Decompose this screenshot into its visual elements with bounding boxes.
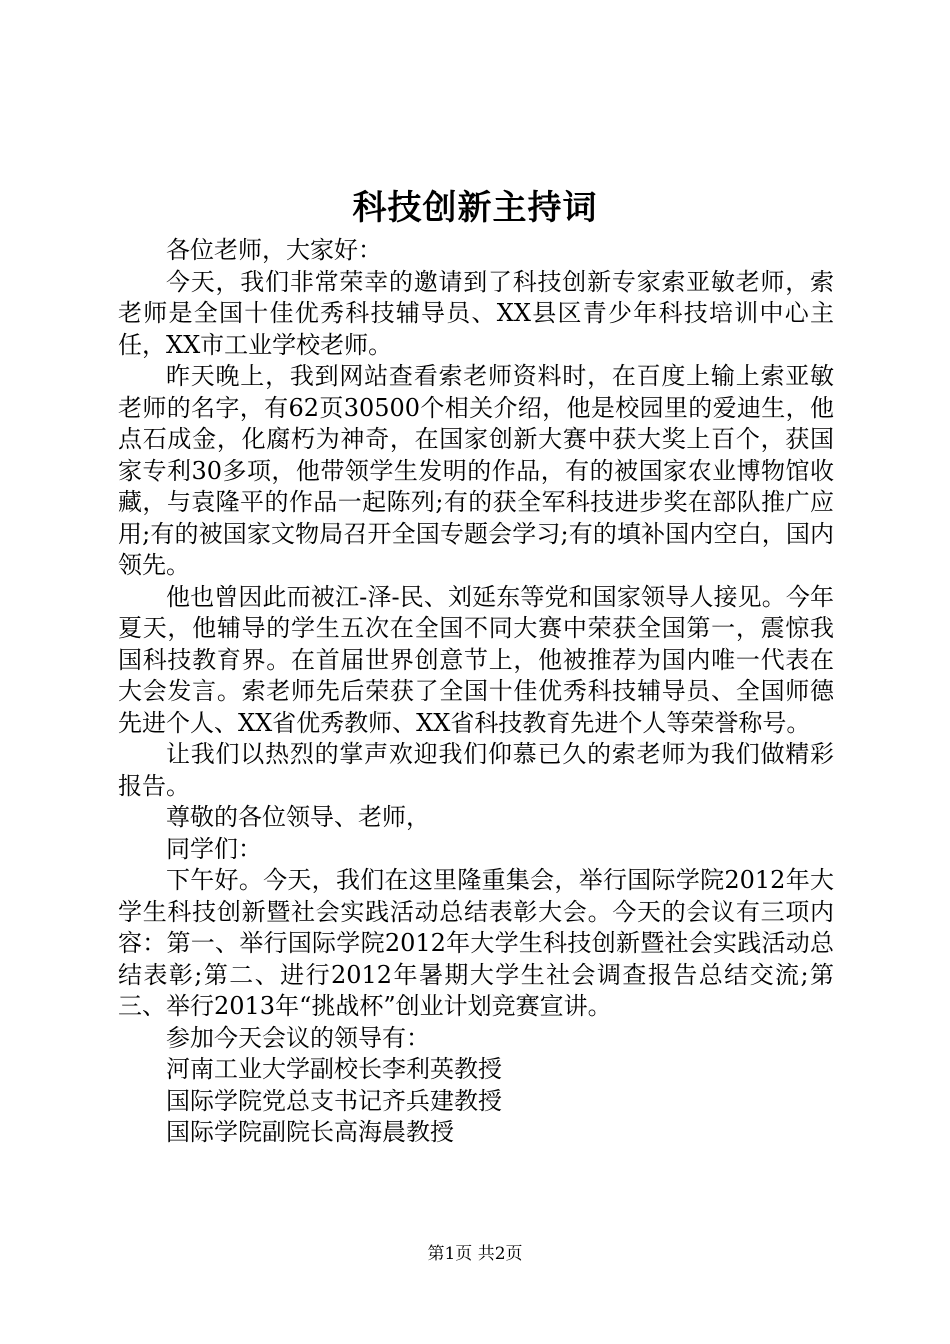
leader-item: 河南工业大学副校长李利英教授 <box>166 1055 502 1083</box>
paragraph-salutation: 尊敬的各位领导、老师， <box>166 803 430 831</box>
document-body <box>118 235 834 1149</box>
paragraph-students: 同学们： <box>166 834 262 863</box>
page-title: 科技创新主持词 <box>352 188 598 228</box>
paragraph-honors: 他也曾因此而被江-泽-民、刘延东等党和国家领导人接见。今年夏天，他辅导的学生五次在全国不同大赛中荣获全国第一，震惊我国科技教育界。在首届世界创意节上，他被推荐为国内唯一代表在大会发言。索老师先后荣获了全国十佳优秀科技辅导员、全国师德先进个人、XX省优秀教师、XX省科技教育先进个人等荣誉称号。 <box>118 582 834 737</box>
paragraph-leaders-intro: 参加今天会议的领导有： <box>166 1023 430 1052</box>
paragraph-welcome: 让我们以热烈的掌声欢迎我们仰慕已久的索老师为我们做精彩报告。 <box>118 740 834 800</box>
leader-item: 国际学院党总支书记齐兵建教授 <box>166 1086 502 1115</box>
paragraph-achievements: 昨天晚上，我到网站查看索老师资料时，在百度上输上索亚敏老师的名字，有62页30500个相关介绍，他是校园里的爱迪生，他点石成金，化腐朽为神奇，在国家创新大赛中获大奖上百个，获国家专利30多项，他带领学生发明的作品，有的被国家农业博物馆收藏，与袁隆平的作品一起陈列;有的获全军科技进步奖在部队推广应用;有的被国家文物局召开全国专题会学习;有的填补国内空白，国内领先。 <box>118 362 834 579</box>
leader-item: 国际学院副院长高海晨教授 <box>166 1118 454 1146</box>
page-number-footer: 第1页 共2页 <box>427 1244 523 1264</box>
paragraph-meeting-agenda: 下午好。今天，我们在这里隆重集会，举行国际学院2012年大学生科技创新暨社会实践活动总结表彰大会。今天的会议有三项内容：第一、举行国际学院2012年大学生科技创新暨社会实践活动总结表彰;第二、进行2012年暑期大学生社会调查报告总结交流;第三、举行2013年“挑战杯”创业计划竞赛宣讲。 <box>118 866 834 1020</box>
paragraph-introduction: 今天，我们非常荣幸的邀请到了科技创新专家索亚敏老师，索老师是全国十佳优秀科技辅导员、XX县区青少年科技培训中心主任，XX市工业学校老师。 <box>118 267 834 359</box>
paragraph-greeting: 各位老师，大家好： <box>166 236 382 264</box>
